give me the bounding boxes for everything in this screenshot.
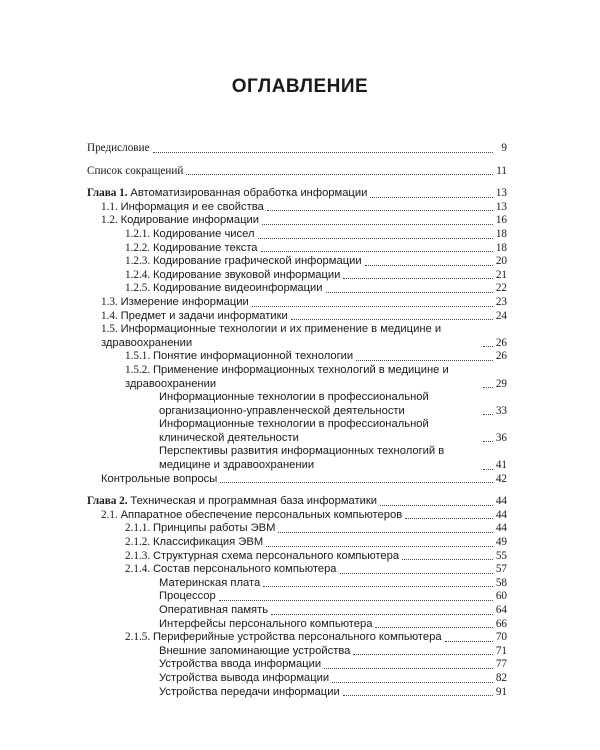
toc-entry-text: Кодирование чисел: [152, 227, 255, 240]
section-number: 1.5.2.: [125, 363, 151, 376]
toc-entry-page: 64: [495, 604, 507, 616]
toc-entry-text: Кодирование звуковой информации: [152, 268, 341, 281]
dot-leader: [258, 238, 493, 239]
dot-leader: [326, 292, 493, 293]
toc-entry-subtopic: [87, 686, 507, 700]
dot-leader: [220, 482, 493, 483]
toc-entry-page: 41: [495, 459, 507, 472]
toc-entry-text: Принципы работы ЭВМ: [152, 522, 276, 535]
toc-entry-text: Понятие информационной технологии: [152, 350, 354, 363]
toc-entry-page: 20: [495, 255, 507, 268]
dot-leader: [483, 346, 493, 347]
toc-entry-text: Внешние запоминающие устройства: [159, 644, 351, 657]
toc-entry-text: Аппаратное обеспечение персональных компьютеров: [120, 508, 403, 521]
dot-leader: [402, 559, 493, 560]
toc-entry-1-2: [87, 214, 507, 228]
toc-entry-1-2-1: [87, 228, 507, 242]
toc-entry-subtopic: [87, 590, 507, 604]
section-number: 1.1.: [101, 200, 118, 213]
toc-entry-page: 23: [495, 295, 507, 308]
toc-entry-abbreviations: [87, 165, 507, 179]
section-number: 1.3.: [101, 295, 118, 308]
toc-entry-page: 57: [495, 563, 507, 576]
toc-entry-text: Информационные технологии и их применение в медицине и здравоохранении: [101, 323, 442, 349]
toc-entry-text: Кодирование текста: [152, 241, 258, 254]
toc-entry-subtopic: [87, 645, 507, 659]
dot-leader: [405, 518, 493, 519]
section-number: 1.2.1.: [125, 227, 151, 240]
dot-leader: [483, 469, 493, 470]
dot-leader: [262, 224, 493, 225]
toc-entry-page: 44: [495, 508, 507, 521]
toc-entry-page: 26: [495, 350, 507, 363]
dot-leader: [324, 668, 493, 669]
toc-entry-page: 16: [495, 214, 507, 227]
section-number: 1.5.1.: [125, 350, 151, 363]
dot-leader: [483, 441, 493, 442]
toc-entry-page: 91: [495, 685, 507, 698]
toc-entry-page: 13: [495, 187, 507, 200]
toc-entry-review-questions: [87, 473, 507, 487]
toc-entry-text: Устройства передачи информации: [159, 685, 340, 698]
section-number: 2.1.: [101, 508, 118, 521]
toc-entry-1-5: [87, 323, 507, 350]
dot-leader: [332, 682, 493, 683]
toc-entry-page: 66: [495, 617, 507, 630]
toc-entry-page: 70: [495, 631, 507, 644]
toc-entry-text: Информационные технологии в профессиональной клинической деятельности: [159, 418, 429, 444]
toc-entry-page: 44: [495, 495, 507, 508]
toc-entry-page: 44: [495, 522, 507, 535]
toc-entry-page: 18: [495, 241, 507, 254]
toc-entry-2-1-4: [87, 563, 507, 577]
dot-leader: [261, 251, 493, 252]
toc-entry-subtopic: [87, 658, 507, 672]
toc-entry-page: 24: [495, 309, 507, 322]
toc-entry-1-4: [87, 310, 507, 324]
toc-entry-text: Кодирование графической информации: [152, 255, 362, 268]
toc-entry-page: 71: [495, 644, 507, 657]
toc-entry-text: Список сокращений: [87, 164, 184, 177]
toc-entry-page: 13: [495, 200, 507, 213]
dot-leader: [483, 414, 493, 415]
section-number: 1.2.2.: [125, 241, 151, 254]
toc-entry-page: 9: [501, 142, 507, 154]
toc-entry-page: 21: [495, 268, 507, 281]
toc-entry-1-3: [87, 296, 507, 310]
toc-entry-subtopic: [87, 577, 507, 591]
section-number: 1.4.: [101, 309, 118, 322]
toc-entry-2-1-2: [87, 536, 507, 550]
section-number: 2.1.4.: [125, 563, 151, 576]
toc-entry-page: 26: [495, 336, 507, 349]
toc-entry-2-1: [87, 509, 507, 523]
toc-entry-1-5-1: [87, 350, 507, 364]
dot-leader: [353, 654, 493, 655]
table-of-contents: [87, 142, 507, 699]
dot-leader: [267, 210, 493, 211]
toc-entry-2-1-5: [87, 631, 507, 645]
toc-entry-subtopic: [87, 418, 507, 445]
toc-entry-subtopic: [87, 618, 507, 632]
toc-entry-page: 18: [495, 227, 507, 240]
toc-entry-1-2-4: [87, 269, 507, 283]
toc-entry-text: Информация и ее свойства: [120, 200, 264, 213]
toc-entry-2-1-3: [87, 550, 507, 564]
chapter-number: Глава 2.: [87, 495, 128, 508]
toc-entry-page: 29: [495, 377, 507, 390]
toc-entry-page: 58: [495, 576, 507, 589]
toc-entry-text: Кодирование информации: [120, 214, 259, 227]
section-number: 1.2.4.: [125, 268, 151, 281]
toc-entry-text: Техническая и программная база информатики: [130, 495, 378, 508]
toc-entry-chapter-2: [87, 495, 507, 509]
section-number: 2.1.5.: [125, 631, 151, 644]
toc-entry-text: Автоматизированная обработка информации: [130, 187, 368, 200]
toc-entry-1-2-5: [87, 282, 507, 296]
dot-leader: [343, 695, 493, 696]
toc-entry-1-2-2: [87, 242, 507, 256]
dot-leader: [291, 319, 493, 320]
toc-entry-text: Оперативная память: [159, 604, 269, 616]
toc-entry-page: 82: [495, 671, 507, 684]
dot-leader: [483, 387, 493, 388]
toc-entry-preface: [87, 142, 507, 156]
dot-leader: [278, 532, 493, 533]
toc-entry-subtopic: [87, 672, 507, 686]
toc-entry-text: Устройства ввода информации: [159, 658, 322, 671]
toc-entry-subtopic: [87, 604, 507, 618]
toc-entry-chapter-1: [87, 187, 507, 201]
dot-leader: [263, 586, 493, 587]
section-number: 1.2.5.: [125, 282, 151, 295]
dot-leader: [365, 265, 493, 266]
toc-entry-text: Процессор: [159, 590, 216, 603]
toc-entry-text: Предмет и задачи информатики: [120, 309, 288, 322]
toc-entry-text: Состав персонального компьютера: [152, 563, 337, 576]
toc-entry-page: 11: [496, 164, 507, 177]
toc-entry-page: 60: [495, 590, 507, 603]
toc-entry-subtopic: [87, 391, 507, 418]
toc-entry-text: Измерение информации: [120, 295, 249, 308]
toc-entry-text: Предисловие: [87, 142, 150, 154]
section-number: 1.2.3.: [125, 255, 151, 268]
toc-entry-text: Интерфейсы персонального компьютера: [159, 617, 373, 630]
dot-leader: [266, 546, 493, 547]
toc-entry-text: Перспективы развития информационных технологий в медицине и здравоохранении: [159, 445, 445, 472]
toc-entry-text: Устройства вывода информации: [159, 671, 330, 684]
toc-entry-text: Контрольные вопросы: [101, 472, 218, 485]
toc-entry-1-1: [87, 201, 507, 215]
dot-leader: [219, 600, 493, 601]
dot-leader: [340, 573, 493, 574]
section-number: 1.2.: [101, 214, 118, 227]
dot-leader: [271, 614, 493, 615]
toc-entry-text: Структурная схема персонального компьютера: [152, 549, 400, 562]
dot-leader: [153, 152, 493, 153]
toc-entry-page: 33: [495, 404, 507, 417]
dot-leader: [445, 641, 493, 642]
toc-entry-page: 22: [495, 282, 507, 295]
toc-entry-text: Применение информационных технологий в медицине и здравоохранении: [125, 363, 449, 390]
toc-entry-page: 77: [495, 658, 507, 671]
dot-leader: [186, 174, 493, 175]
dot-leader: [380, 505, 493, 506]
toc-entry-1-2-3: [87, 255, 507, 269]
toc-entry-text: Периферийные устройства персонального компьютера: [152, 631, 442, 644]
section-number: 2.1.3.: [125, 549, 151, 562]
toc-entry-page: 55: [495, 549, 507, 562]
toc-entry-subtopic: [87, 445, 507, 472]
toc-entry-text: Кодирование видеоинформации: [152, 282, 323, 295]
dot-leader: [375, 627, 493, 628]
toc-entry-page: 42: [495, 472, 507, 485]
chapter-number: Глава 1.: [87, 187, 128, 200]
section-number: 2.1.1.: [125, 522, 151, 535]
toc-entry-page: 36: [495, 431, 507, 444]
dot-leader: [252, 306, 493, 307]
section-number: 1.5.: [101, 323, 118, 336]
toc-entry-page: 49: [495, 536, 507, 549]
dot-leader: [356, 360, 493, 361]
dot-leader: [343, 278, 493, 279]
toc-entry-1-5-2: [87, 364, 507, 391]
dot-leader: [370, 197, 493, 198]
toc-entry-text: Материнская плата: [159, 576, 261, 589]
section-number: 2.1.2.: [125, 536, 151, 549]
toc-entry-2-1-1: [87, 522, 507, 536]
toc-entry-text: Информационные технологии в профессиональной организационно-управленческой деятельности: [159, 391, 429, 417]
page-title: ОГЛАВЛЕНИЕ: [231, 76, 369, 97]
toc-entry-text: Классификация ЭВМ: [152, 536, 264, 549]
